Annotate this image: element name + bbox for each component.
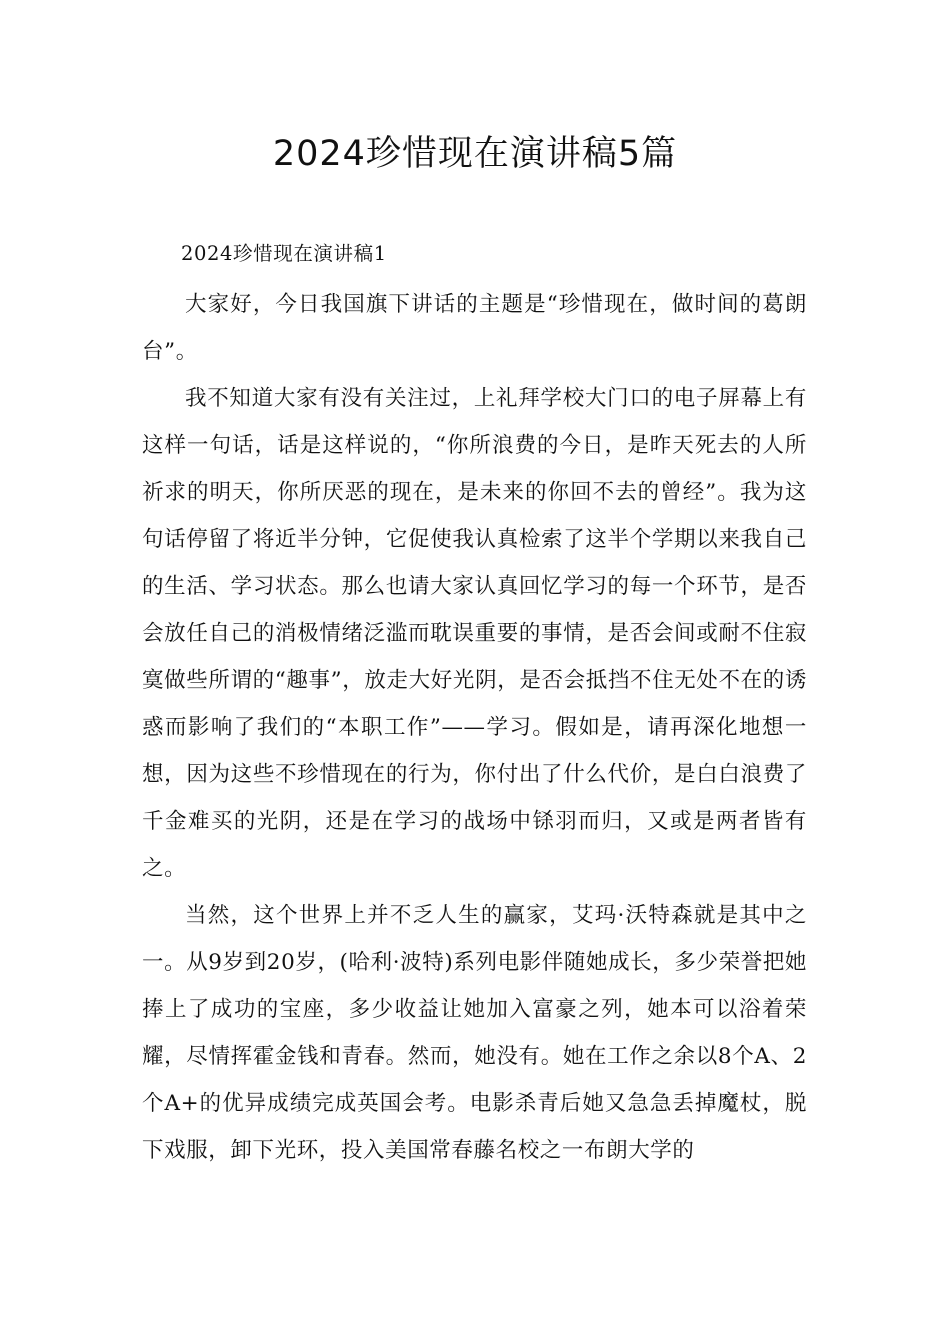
document-body <box>142 230 807 1174</box>
paragraph-2: 我不知道大家有没有关注过，上礼拜学校大门口的电子屏幕上有这样一句话，话是这样说的，“你所浪费的今日，是昨天死去的人所祈求的明天，你所厌恶的现在，是未来的你回不去的曾经”。我为这句话停留了将近半分钟，它促使我认真检索了这半个学期以来我自己的生活、学习状态。那么也请大家认真回忆学习的每一个环节，是否会放任自己的消极情绪泛滥而耽误重要的事情，是否会间或耐不住寂寞做些所谓的“趣事”，放走大好光阴，是否会抵挡不住无处不在的诱惑而影响了我们的“本职工作”——学习。假如是，请再深化地想一想，因为这些不珍惜现在的行为，你付出了什么代价，是白白浪费了千金难买的光阴，还是在学习的战场中铩羽而归，又或是两者皆有之。 <box>142 386 807 881</box>
paragraph-1: 大家好，今日我国旗下讲话的主题是“珍惜现在，做时间的葛朗台”。 <box>142 292 807 364</box>
section-heading: 2024珍惜现在演讲稿1 <box>181 242 387 265</box>
paragraph-3: 当然，这个世界上并不乏人生的赢家，艾玛·沃特森就是其中之一。从9岁到20岁，(哈利·波特)系列电影伴随她成长，多少荣誉把她捧上了成功的宝座，多少收益让她加入富豪之列，她本可以浴着荣耀，尽情挥霍金钱和青春。然而，她没有。她在工作之余以8个A、2个A+的优异成绩完成英国会考。电影杀青后她又急急丢掉魔杖，脱下戏服，卸下光环，投入美国常春藤名校之一布朗大学的 <box>142 903 807 1163</box>
document-title: 2024珍惜现在演讲稿5篇 <box>272 134 678 174</box>
